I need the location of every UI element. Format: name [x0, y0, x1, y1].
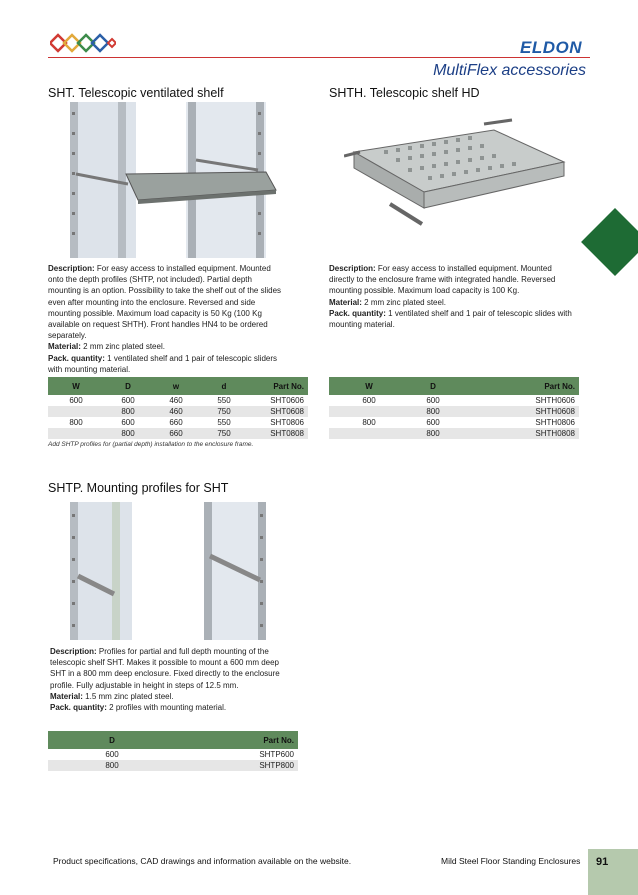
material-label: Material:	[50, 691, 83, 701]
brand-logo: ELDON	[520, 38, 582, 57]
section-title-sht: SHT. Telescopic ventilated shelf	[48, 86, 224, 100]
series-title: MultiFlex accessories	[433, 62, 586, 79]
cell: 800	[48, 760, 176, 771]
table-row	[329, 417, 579, 428]
description-label: Description:	[48, 264, 95, 273]
shth-spec-table	[329, 377, 579, 439]
cell: 600	[69, 396, 83, 405]
cell: 800	[104, 406, 152, 417]
table-row	[48, 395, 308, 406]
footer-website-note: Product specifications, CAD drawings and information available on the website.	[53, 856, 352, 866]
sht-material-text: 2 mm zinc plated steel.	[83, 342, 165, 352]
table-row	[48, 428, 308, 439]
table-row	[48, 406, 308, 417]
section-title-shth: SHTH. Telescopic shelf HD	[329, 86, 480, 100]
col-header: D	[409, 377, 457, 395]
col-header: Part No.	[457, 377, 579, 395]
pack-quantity-label: Pack. quantity:	[329, 308, 386, 318]
material-label: Material:	[48, 342, 81, 352]
shtp-product-photo	[66, 502, 278, 640]
cell: SHTP800	[176, 760, 298, 771]
sht-spec-table	[48, 377, 308, 439]
sht-description-text: For easy access to installed equipment. Mounted onto the depth profiles (SHTP, not included). Partial depth mounting is an option. Possibility to take the shelf out of the slides even after mounting into the enclosure. Reversed and side mounting possible. Maximum load capacity is 50 Kg (100 Kg available on request SHTH). Front handles HN4 to be ordered separately.	[48, 264, 282, 341]
cell: SHTP600	[259, 750, 294, 759]
col-header: W	[48, 377, 104, 395]
cell: SHT0606	[270, 396, 304, 405]
cell: 800	[69, 418, 83, 427]
cell: 600	[426, 418, 440, 427]
material-label: Material:	[329, 297, 362, 307]
table-row	[48, 417, 308, 428]
header-rule	[48, 57, 590, 58]
cell: SHTH0606	[535, 396, 575, 405]
cell	[48, 428, 104, 439]
sht-pack-text: 1 ventilated shelf and 1 pair of telescopic sliders with mounting material.	[48, 353, 278, 374]
table-row	[329, 428, 579, 439]
cell: 750	[200, 428, 248, 439]
shth-material-text: 2 mm zinc plated steel.	[364, 297, 446, 307]
table-row	[329, 395, 579, 406]
cell	[329, 406, 409, 417]
table-header-row	[48, 377, 308, 395]
shtp-description-text: Profiles for partial and full depth mounting of the telescopic shelf SHT. Makes it possible to mount a 600 mm deep SHT in a 800 mm deep enclosure. Fixed directly to the enclosure profile. Fully adjustable in height in steps of 12.5 mm.	[50, 647, 280, 690]
cell: 600	[105, 750, 119, 759]
shtp-pack-text: 2 profiles with mounting material.	[109, 703, 227, 713]
shth-product-photo	[344, 112, 570, 244]
cell: 800	[362, 418, 376, 427]
table-header-row	[48, 731, 298, 749]
cell: 800	[104, 428, 152, 439]
cell: SHTH0806	[535, 418, 575, 427]
cell: SHT0608	[248, 406, 308, 417]
cell: 550	[217, 418, 231, 427]
cell: 460	[152, 406, 200, 417]
col-header: D	[104, 377, 152, 395]
cell: 800	[409, 406, 457, 417]
pack-quantity-label: Pack. quantity:	[50, 703, 107, 713]
section-tab-diamond	[581, 208, 638, 276]
cell: 550	[217, 396, 231, 405]
shth-pack-text: 1 ventilated shelf and 1 pair of telescopic slides with mounting material.	[329, 308, 572, 330]
shth-description-text: For easy access to installed equipment. Mounted directly to the enclosure frame with integrated handle. Reversed mounting possible. Maximum load capacity is 100 Kg.	[329, 264, 556, 296]
cell: SHT0806	[270, 418, 304, 427]
cell: 660	[169, 418, 183, 427]
shtp-description	[50, 646, 290, 713]
cell: 660	[152, 428, 200, 439]
shtp-material-text: 1.5 mm zinc plated steel.	[85, 691, 174, 701]
cell	[48, 406, 104, 417]
col-header: D	[48, 731, 176, 749]
col-header: w	[152, 377, 200, 395]
table-row	[329, 406, 579, 417]
col-header: Part No.	[248, 377, 308, 395]
pack-quantity-label: Pack. quantity:	[48, 353, 105, 363]
cell: 600	[121, 418, 135, 427]
description-label: Description:	[329, 264, 376, 273]
cell	[329, 428, 409, 439]
cell: 600	[426, 396, 440, 405]
sht-note: Add SHTP profiles for (partial depth) installation to the enclosure frame.	[48, 441, 254, 448]
logo-diamonds	[50, 32, 116, 54]
sht-product-photo	[66, 102, 278, 258]
cell: 800	[409, 428, 457, 439]
cell: 600	[362, 396, 376, 405]
sht-description	[48, 263, 286, 375]
col-header: W	[329, 377, 409, 395]
col-header: Part No.	[176, 731, 298, 749]
cell: SHTH0608	[457, 406, 579, 417]
shth-description	[329, 263, 579, 330]
col-header: d	[200, 377, 248, 395]
shtp-spec-table	[48, 731, 298, 771]
cell: SHTH0808	[457, 428, 579, 439]
table-row	[48, 760, 298, 771]
cell: 750	[200, 406, 248, 417]
page-number: 91	[596, 856, 609, 868]
table-row	[48, 749, 298, 760]
cell: 600	[121, 396, 135, 405]
footer-category: Mild Steel Floor Standing Enclosures	[441, 856, 581, 866]
section-title-shtp: SHTP. Mounting profiles for SHT	[48, 481, 229, 495]
cell: SHT0808	[248, 428, 308, 439]
description-label: Description:	[50, 647, 97, 656]
table-header-row	[329, 377, 579, 395]
cell: 460	[169, 396, 183, 405]
